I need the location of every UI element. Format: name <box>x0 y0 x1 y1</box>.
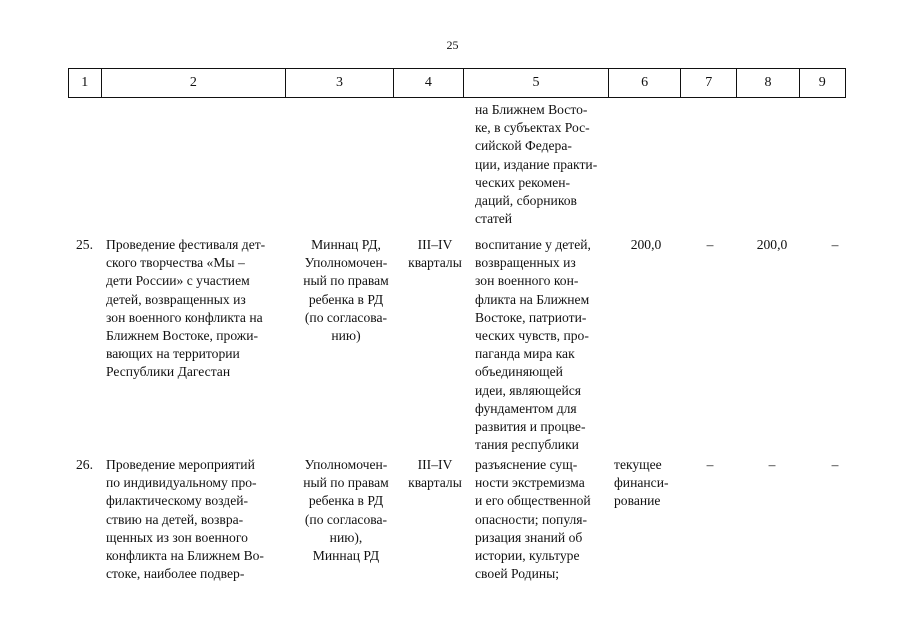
text-line: Миннац РД <box>312 548 380 564</box>
text-line: ности экстремизма <box>475 475 585 491</box>
text-line: истории, культуре <box>475 548 580 564</box>
text-line: Востоке, патриоти- <box>475 309 587 325</box>
row-26-col7: – <box>706 457 714 472</box>
text-line: Уполномочен- <box>304 457 388 472</box>
header-col-1: 1 <box>69 69 102 97</box>
text-line: опасности; популя- <box>475 511 588 527</box>
text-line: текущее <box>614 457 662 472</box>
text-line: детей, возвращенных из <box>106 291 246 307</box>
header-col-3: 3 <box>286 69 394 97</box>
row-26-result <box>475 456 608 583</box>
text-line: Проведение мероприятий <box>106 457 255 472</box>
text-line: (по согласова- <box>304 309 388 325</box>
text-line: ции, издание практи- <box>475 156 598 172</box>
header-col-9: 9 <box>818 75 826 90</box>
text-line: объединяющей <box>475 364 563 380</box>
text-line: III–IV <box>417 457 453 472</box>
text-line: Уполномочен- <box>304 255 388 271</box>
row-25-event <box>106 236 287 382</box>
text-line: тания республики <box>475 437 579 453</box>
row-25-executors <box>292 236 400 345</box>
text-line: щенных из зон военного <box>106 529 248 545</box>
text-line: кварталы <box>408 475 462 491</box>
text-line: на Ближнем Восто- <box>475 102 588 117</box>
text-line: сийской Федера- <box>475 138 572 154</box>
text-line: (по согласова- <box>304 511 388 527</box>
text-line: дети России» с участием <box>106 273 250 289</box>
text-line: Республики Дагестан <box>106 364 231 380</box>
text-line: своей Родины; <box>475 566 560 582</box>
row-25-result <box>475 236 608 454</box>
text-line: зон военного конфликта на <box>106 309 263 325</box>
text-line: фундаментом для <box>475 400 577 416</box>
text-line: Проведение фестиваля дет- <box>106 237 266 252</box>
text-line: ный по правам <box>303 273 389 289</box>
text-line: паганда мира как <box>475 346 575 362</box>
text-line: рование <box>614 493 661 509</box>
text-line: статей <box>475 211 513 227</box>
text-line: зон военного кон- <box>475 273 579 289</box>
text-line: Ближнем Востоке, прожи- <box>106 328 259 344</box>
text-line: по индивидуальному про- <box>106 475 257 491</box>
row-26-event <box>106 456 287 583</box>
row-26-col9: – <box>831 457 839 472</box>
text-line: разъяснение сущ- <box>475 457 578 472</box>
header-col-2: 2 <box>102 69 287 97</box>
header-col-5: 5 <box>464 69 609 97</box>
row-25-col8: 200,0 <box>756 237 788 252</box>
row-26-period <box>400 456 470 492</box>
text-line: возвращенных из <box>475 255 576 271</box>
text-line: ского творчества «Мы – <box>106 255 245 271</box>
text-line: ке, в субъектах Рос- <box>475 120 590 136</box>
header-col-8: 8 <box>737 69 799 97</box>
table-header-row <box>68 68 846 98</box>
text-line: филактическому воздей- <box>106 493 249 509</box>
row-25-col9: – <box>831 237 839 252</box>
text-line: воспитание у детей, <box>475 237 591 252</box>
text-line: ребенка в РД <box>308 493 384 509</box>
text-line: нию) <box>331 328 361 344</box>
text-line: финанси- <box>614 475 669 491</box>
row-25-total-funding: 200,0 <box>630 237 662 252</box>
text-line: ризация знаний об <box>475 529 583 545</box>
row-26-col8: – <box>768 457 776 472</box>
header-col-4: 4 <box>394 69 464 97</box>
row-26-funding <box>614 456 680 511</box>
text-line: фликта на Ближнем <box>475 291 590 307</box>
text-line: ребенка в РД <box>308 291 384 307</box>
text-line: Миннац РД, <box>311 237 381 252</box>
row-25-number: 25. <box>76 237 93 252</box>
continuation-col5 <box>475 101 607 228</box>
row-26-executors <box>292 456 400 565</box>
text-line: и его общественной <box>475 493 591 509</box>
row-25-period <box>400 236 470 272</box>
text-line: III–IV <box>417 237 453 252</box>
header-col-6: 6 <box>609 69 681 97</box>
row-26-number: 26. <box>76 457 93 472</box>
text-line: даций, сборников <box>475 193 577 209</box>
text-line: кварталы <box>408 255 462 271</box>
text-line: ческих чувств, про- <box>475 328 589 344</box>
text-line: идеи, являющейся <box>475 382 582 398</box>
text-line: развития и процве- <box>475 419 586 435</box>
text-line: вающих на территории <box>106 346 240 362</box>
text-line: стоке, наиболее подвер- <box>106 566 245 582</box>
header-col-7: 7 <box>681 69 737 97</box>
page-number: 25 <box>446 38 459 52</box>
text-line: нию), <box>329 529 363 545</box>
text-line: ческих рекомен- <box>475 174 571 190</box>
text-line: ный по правам <box>303 475 389 491</box>
row-25-col7: – <box>706 237 714 252</box>
text-line: ствию на детей, возвра- <box>106 511 244 527</box>
text-line: конфликта на Ближнем Во- <box>106 548 264 564</box>
